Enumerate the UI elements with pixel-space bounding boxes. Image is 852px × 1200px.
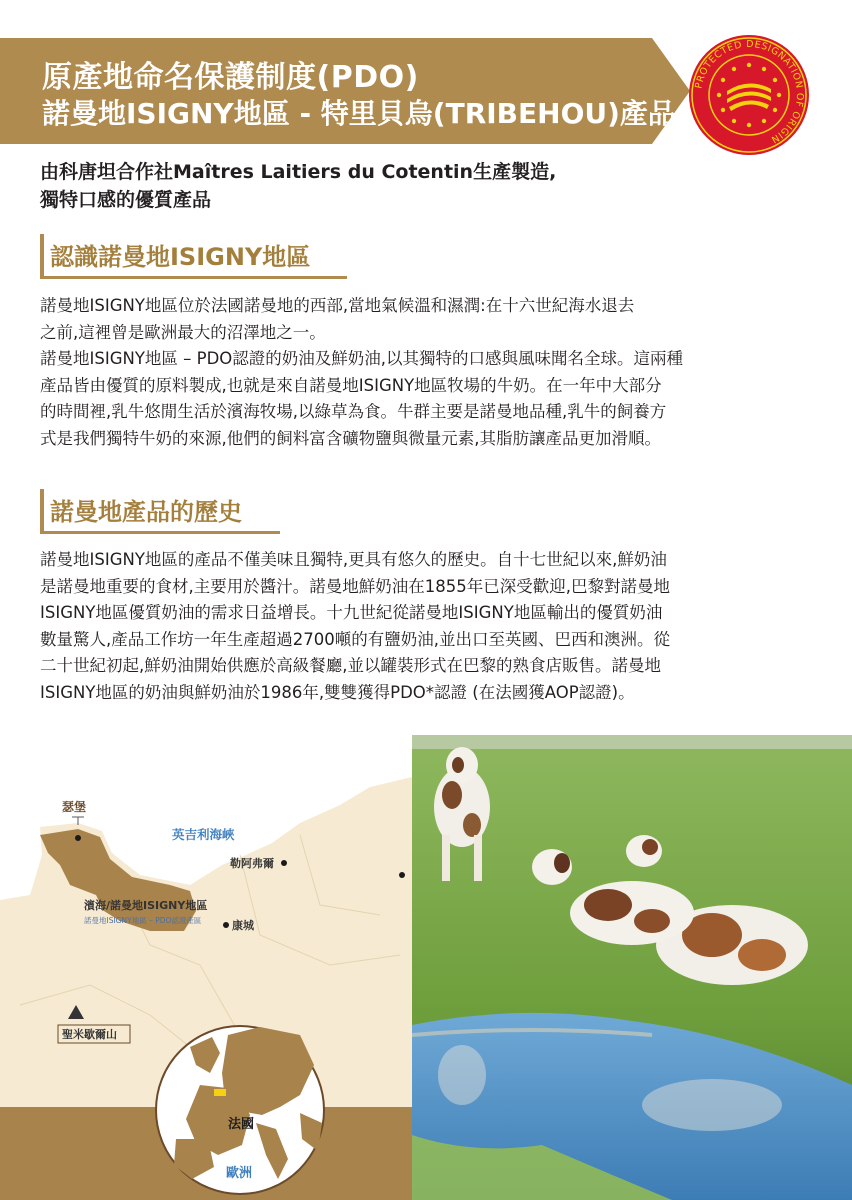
- text-line: ISIGNY地區優質奶油的需求日益增長。十九世紀從諾曼地ISIGNY地區輸出的優質奶油: [40, 603, 663, 622]
- text-line: 之前,這裡曾是歐洲最大的沼澤地之一。: [40, 322, 326, 342]
- text-line: 式是我們獨特牛奶的來源,他們的飼料富含礦物鹽與微量元素,其脂肪讓產品更加滑順。: [40, 428, 661, 448]
- text-line: 數量驚人,產品工作坊一年生產超過2700噸的有鹽奶油,並出口至英國、巴西和澳洲。從: [40, 629, 670, 649]
- text-line: 諾曼地ISIGNY地區 – PDO認證的奶油及鮮奶油,以其獨特的口感與風味聞名全球。這兩種: [40, 349, 684, 368]
- paragraph-history: [40, 547, 810, 706]
- paragraph-location: [40, 293, 810, 346]
- map-label-mont-st-michel: 聖米歇爾山: [62, 1028, 117, 1041]
- map-label-cherbourg: 瑟堡: [62, 800, 87, 814]
- text-line: ISIGNY地區的奶油與鮮奶油於1986年,雙雙獲得PDO*認證 (在法國獲AOP認證)。: [40, 682, 635, 702]
- intro-line: 獨特口感的優質產品: [40, 189, 212, 211]
- map-label-channel: 英吉利海峽: [172, 827, 235, 842]
- text-line: 諾曼地ISIGNY地區的產品不僅美味且獨特,更具有悠久的歷史。自十七世紀以來,鮮奶油: [40, 550, 667, 569]
- text-line: 二十世紀初起,鮮奶油開始供應於高級餐廳,並以罐裝形式在巴黎的熟食店販售。諾曼地: [40, 656, 661, 675]
- section-heading-text: 認識諾曼地ISIGNY地區: [50, 243, 311, 271]
- page-title: 原產地命名保護制度(PDO): [42, 60, 419, 95]
- cows-pasture-photo: [412, 735, 852, 1200]
- paragraph-pdo-products: [40, 346, 810, 452]
- title-banner: [0, 38, 690, 144]
- map-label-caen: 康城: [232, 919, 254, 932]
- normandy-map: [0, 735, 412, 1200]
- intro-text: [40, 158, 660, 214]
- map-label-europe: 歐洲: [226, 1166, 253, 1181]
- map-label-le-havre: 勒阿弗爾: [230, 857, 274, 870]
- page-subtitle: 諾曼地ISIGNY地區 - 特里貝烏(TRIBEHOU)產品: [42, 97, 676, 130]
- map-label-france: 法國: [228, 1117, 255, 1132]
- section-heading-history: [40, 489, 280, 534]
- svg-text:PROTECTED DESIGNATION OF ORIGI: PROTECTED DESIGNATION OF ORIGIN: [693, 38, 806, 146]
- text-line: 產品皆由優質的原料製成,也就是來自諾曼地ISIGNY地區牧場的牛奶。在一年中大部分: [40, 375, 662, 395]
- text-line: 是諾曼地重要的食材,主要用於醬汁。諾曼地鮮奶油在1855年已深受歡迎,巴黎對諾曼地: [40, 576, 670, 596]
- text-line: 的時間裡,乳牛悠閒生活於濱海牧場,以綠草為食。牛群主要是諾曼地品種,乳牛的飼養方: [40, 402, 667, 421]
- intro-line: 由科唐坦合作社Maîtres Laitiers du Cotentin生產製造,: [40, 161, 557, 183]
- text-line: 諾曼地ISIGNY地區位於法國諾曼地的西部,當地氣候溫和濕潤:在十六世紀海水退去: [40, 296, 635, 315]
- pdo-seal-logo: [687, 33, 811, 157]
- map-label-region-sub: 諾曼地ISIGNY地區 – PDO認證產區: [84, 916, 202, 925]
- section-heading-isigny: [40, 234, 347, 279]
- section-heading-text: 諾曼地產品的歷史: [50, 498, 242, 526]
- map-label-region: 濱海/諾曼地ISIGNY地區: [84, 899, 208, 912]
